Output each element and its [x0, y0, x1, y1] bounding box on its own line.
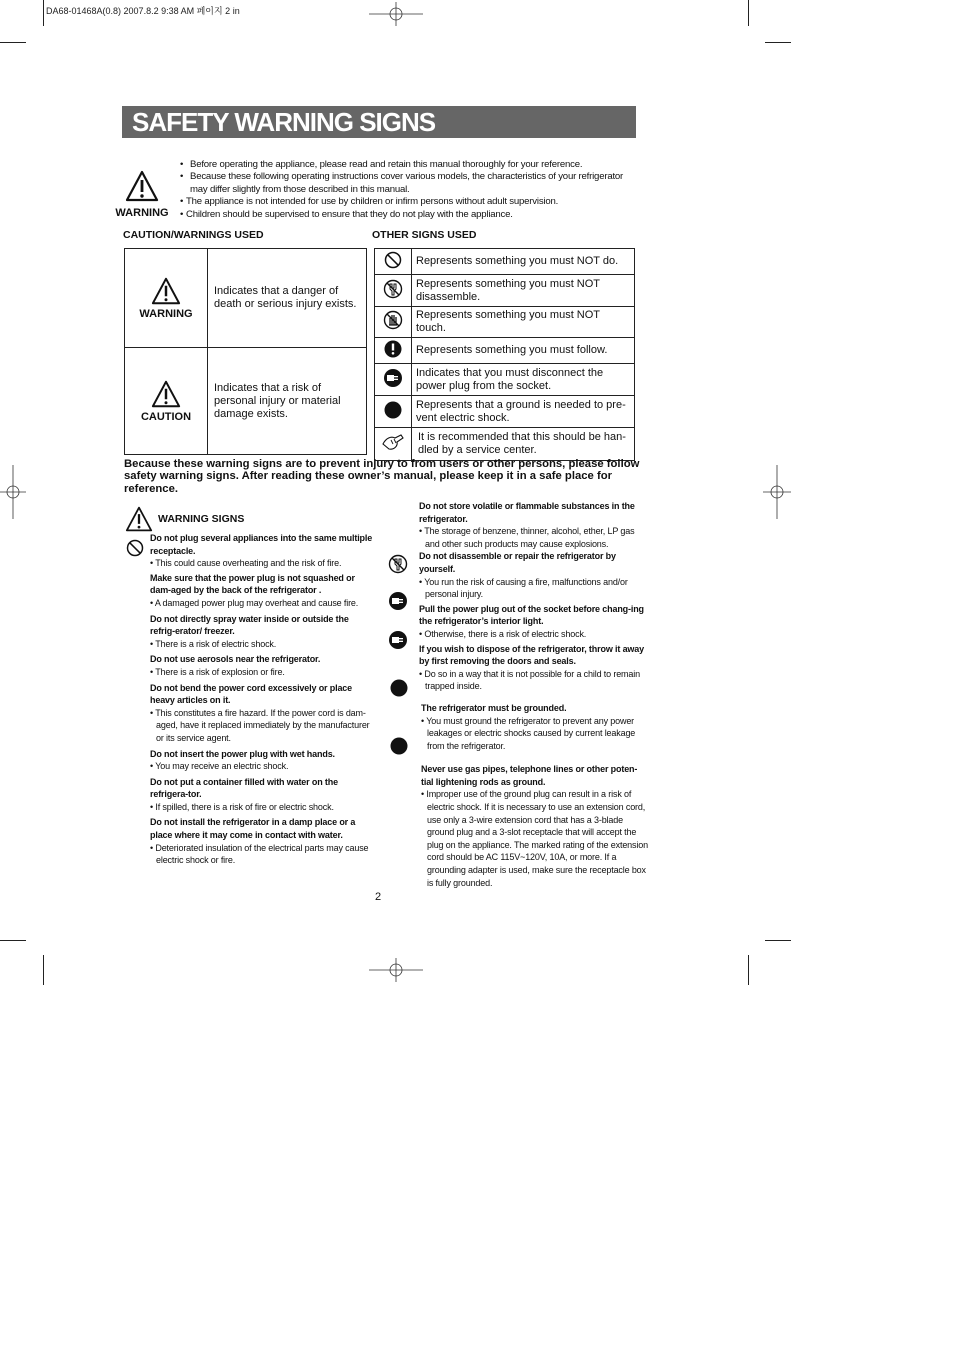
table-row [375, 396, 635, 428]
print-header: DA68-01468A(0.8) 2007.8.2 9:38 AM 페이지 2 in [46, 6, 240, 16]
warning-signs-heading: WARNING SIGNS [158, 513, 245, 525]
unplug-icon [388, 630, 408, 650]
safety-note: Because these warning signs are to prevent injury to from users or other persons, please follow safety warning signs. After reading these owner’s manual, please keep it in a safe place for reference. [124, 458, 640, 495]
list-item: Do not disassemble or repair the refrigerator by yourself. • You run the risk of causing a fire, malfunctions and/or personal injury. [419, 551, 628, 600]
list-item: Do not plug several appliances into the same multiple receptacle. • This could cause overheating and the risk of fire. [150, 533, 373, 569]
warning-triangle-icon [151, 277, 181, 305]
sign-description: It is recommended that this should be han-dled by a service center. [412, 428, 635, 461]
title-bar [122, 106, 636, 138]
list-item: Do not store volatile or flammable substances in the refrigerator. • The storage of benzene, thinner, alcohol, ether, LP gas and other such products may cause explosions. [419, 501, 635, 549]
caution-sign-cell [125, 348, 208, 455]
sign-description: Represents that a ground is needed to pre-vent electric shock. [412, 396, 635, 428]
table-row [375, 428, 635, 461]
caution-label: CAUTION [140, 410, 192, 423]
intro-warning-label: WARNING [115, 207, 169, 219]
crop-mark [43, 955, 44, 985]
warning-list-right [419, 500, 649, 889]
prohibited-icon [126, 539, 144, 557]
ground-icon [390, 737, 408, 755]
caution-description: Indicates that a risk of personal injury or material damage exists. [208, 348, 367, 455]
list-item: Do not use aerosols near the refrigerator. • There is a risk of explosion or fire. [150, 654, 321, 677]
list-item: Do not install the refrigerator in a damp place or a place where it may come in contact with water. • Deteriorated insulation of the electrical parts may cause electric shock or fire. [150, 817, 369, 866]
crop-mark [0, 940, 26, 941]
list-item: Make sure that the power plug is not squashed or dam-aged by the back of the refrigerator . • A damaged power plug may overheat and cause fire. [150, 572, 359, 608]
page-title: SAFETY WARNING SIGNS [132, 107, 436, 137]
caution-warning-table [124, 248, 367, 455]
sign-description: Represents something you must NOT touch. [412, 307, 635, 338]
ground-icon [375, 396, 412, 428]
page-number: 2 [375, 891, 382, 903]
registration-mark [369, 958, 423, 982]
table-row [375, 249, 635, 275]
crop-mark [748, 955, 749, 985]
caution-triangle-icon [151, 380, 181, 408]
ground-icon [390, 679, 408, 697]
list-item: Do not put a container filled with water on the refrigera-tor. • If spilled, there is a risk of fire or electric shock. [150, 776, 338, 812]
table-row [375, 307, 635, 338]
prohibited-icon [375, 249, 412, 275]
warning-label: WARNING [139, 307, 193, 320]
crop-mark [0, 42, 26, 43]
service-hand-icon [375, 428, 412, 461]
table-row [125, 249, 367, 348]
crop-mark [765, 940, 791, 941]
sign-description: Indicates that you must disconnect the power plug from the socket. [412, 364, 635, 396]
warning-list-left [150, 532, 375, 867]
unplug-icon [375, 364, 412, 396]
crop-mark [43, 0, 44, 26]
warning-description: Indicates that a danger of death or serious injury exists. [208, 249, 367, 348]
list-item: Do not bend the power cord excessively or place heavy articles on it. • This constitutes a fire hazard. If the power cord is dam-aged, have it replaced immediately by the manufacturer or its service agent. [150, 682, 370, 743]
unplug-icon [388, 591, 408, 611]
sign-description: Represents something you must NOT disassemble. [412, 275, 635, 307]
list-item: Pull the power plug out of the socket before chang-ing the refrigerator’s interior light. • Otherwise, there is a risk of electric shock. [419, 603, 644, 639]
list-item: The refrigerator must be grounded. • You must ground the refrigerator to prevent any power leakages or electric shocks caused by current leakage from the refrigerator. [421, 702, 636, 751]
other-signs-heading: OTHER SIGNS USED [372, 229, 477, 241]
table-row [375, 338, 635, 364]
list-item: If you wish to dispose of the refrigerator, throw it away by first removing the doors and seals. • Do so in a way that it is not possible for a child to remain trapped inside. [419, 643, 644, 692]
no-disassembly-icon [375, 275, 412, 307]
warning-sign-cell [125, 249, 208, 348]
table-row [125, 348, 367, 455]
intro-bullet: • The appliance is not intended for use by children or infirm persons without adult supervision. [180, 196, 559, 208]
other-signs-table [374, 248, 635, 461]
registration-mark [0, 465, 26, 519]
crop-mark [765, 42, 791, 43]
crop-mark [748, 0, 749, 26]
warning-triangle-icon [125, 170, 159, 202]
warning-triangle-icon [125, 506, 153, 532]
list-item: Do not directly spray water inside or outside the refrig-erator/ freezer. • There is a risk of electric shock. [150, 613, 349, 649]
registration-mark [369, 2, 423, 26]
intro-bullet: • Children should be supervised to ensure that they do not play with the appliance. [180, 208, 513, 220]
intro-bullets [180, 159, 630, 221]
sign-description: Represents something you must NOT do. [412, 249, 635, 275]
caution-table-heading: CAUTION/WARNINGS USED [123, 229, 264, 241]
registration-mark [763, 465, 791, 519]
no-disassembly-icon [388, 554, 408, 574]
sign-description: Represents something you must follow. [412, 338, 635, 364]
no-touch-icon [375, 307, 412, 338]
intro-bullet: • Because these following operating instructions cover various models, the characteristics of your refrigerator may differ slightly from those described in this manual. [180, 171, 624, 195]
table-row [375, 275, 635, 307]
list-item: Do not insert the power plug with wet hands. • You may receive an electric shock. [150, 748, 335, 772]
mandatory-icon [375, 338, 412, 364]
table-row [375, 364, 635, 396]
intro-warning [114, 170, 170, 219]
intro-bullet: • Before operating the appliance, please read and retain this manual thoroughly for your reference. [180, 159, 583, 170]
list-item: Never use gas pipes, telephone lines or other poten-tial lightening rods as ground. • Improper use of the ground plug can result in a risk of electric shock. If it is necessary to use an extension cord, use only a 3-wire extension cord that has a 3-blade ground plug and a 3-slot receptacle that will accept the plug on the appliance. The marked rating of the extension cord should be AC 115V~120V, 10A, or more. If a grounding adapter is used, make sure the receptacle box is fully grounded. [421, 764, 648, 888]
